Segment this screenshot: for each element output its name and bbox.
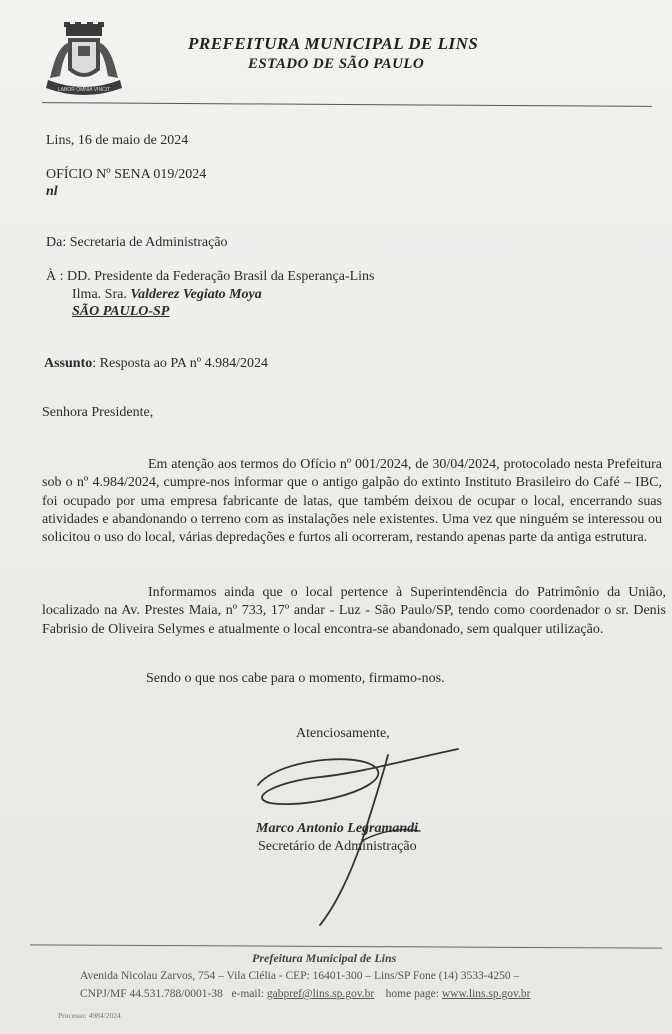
footer-email[interactable]: gabpref@lins.sp.gov.br [266,988,375,1000]
footer-website[interactable]: www.lins.sp.gov.br [441,988,531,1000]
process-stamp: Processo: 4984/2024 [58,1011,121,1020]
footer-cnpj: CNPJ/MF 44.531.788/0001-38 [80,988,223,1000]
letter-to-line1: À : DD. Presidente da Federação Brasil da Esperança-Lins [46,269,375,284]
subject-text: : Resposta ao PA nº 4.984/2024 [92,356,268,371]
letter-closing: Sendo o que nos cabe para o momento, firmamo-nos. [146,671,445,686]
letter-reference: OFÍCIO Nº SENA 019/2024 [46,167,207,182]
paragraph-1-text: Em atenção aos termos do Ofício nº 001/2024, de 30/04/2024, protocolado nesta Prefeitura sob o nº 4.984/2024, cumpre-nos informar que o antigo galpão do extinto Instituto Brasileiro do Café – IBC, foi ocupado por uma empresa fabricante de latas, que também deixou de ocupar o local, encerrando suas atividades e abandonando o terreno com as instalações nele existentes. Uma vez que ninguém se interessou ou solicitou o uso do local, várias depredações e furtos ali ocorreram, restando apenas parte da antiga estrutura. [42,457,662,546]
letter-paragraph-2 [42,584,666,639]
signer-name: Marco Antonio Legramandi [256,821,419,836]
letter-reference-initials: nl [46,184,58,199]
letter-from: Da: Secretaria de Administração [46,235,228,250]
recipient-title: Ilma. Sra. [72,287,131,302]
letter-paragraph-1 [42,456,662,547]
header-title: PREFEITURA MUNICIPAL DE LINS [188,34,479,53]
coat-of-arms-icon [40,22,128,102]
paragraph-2-text: Informamos ainda que o local pertence à Superintendência do Patrimônio da União, localizado na Av. Prestes Maia, nº 733, 17º andar - Luz - São Paulo/SP, tendo como coordenador o sr. Denis Fabrisio de Oliveira Selymes e atualmente o local encontra-se abandonado, sem qualquer utilização. [42,585,666,637]
footer-address: Avenida Nicolau Zarvos, 754 – Vila Clélia - CEP: 16401-300 – Lins/SP Fone (14) 3533-4250 – [80,970,520,982]
crest-motto: LABOR OMNIA VINCIT [57,87,111,93]
recipient-name: Valderez Vegiato Moya [130,287,262,302]
footer-contacts [80,988,530,1000]
letter-subject [44,355,268,373]
letter-salutation: Senhora Presidente, [42,405,154,420]
subject-label: Assunto [44,356,93,371]
footer-title: Prefeitura Municipal de Lins [252,951,397,965]
letter-regards: Atenciosamente, [296,726,390,741]
header-subtitle: ESTADO DE SÃO PAULO [248,56,425,72]
footer-divider [30,944,662,948]
header-divider [42,102,652,107]
letter-to-line3: SÃO PAULO-SP [72,304,170,319]
footer-web-label: home page: [385,988,439,1000]
signer-role: Secretário de Administração [258,839,417,854]
footer-email-label: e-mail: [231,988,265,1000]
letter-to-line2 [72,286,262,304]
letter-date: Lins, 16 de maio de 2024 [46,133,189,148]
